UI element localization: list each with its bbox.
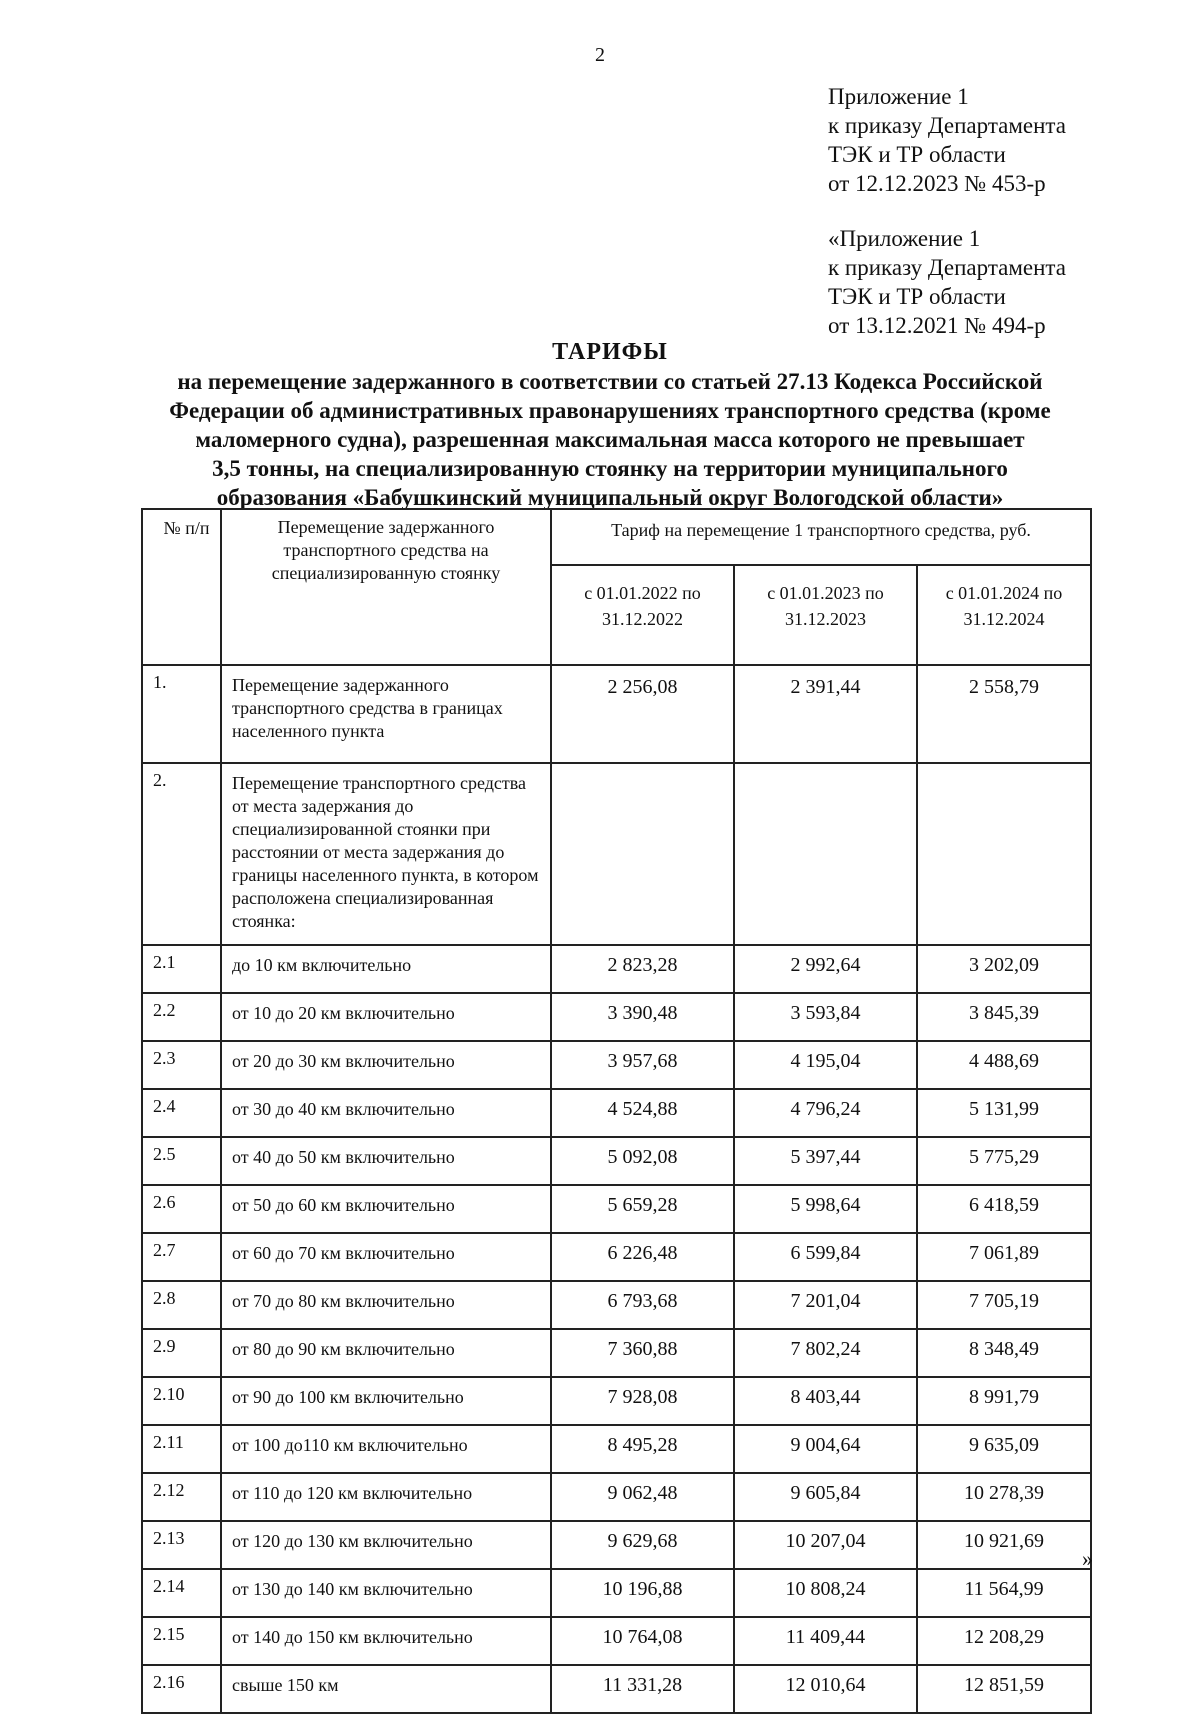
table-row [142, 1185, 1091, 1233]
row-tariff-2024: 7 061,89 [917, 1233, 1091, 1281]
table-row [142, 1329, 1091, 1377]
table-row [142, 1089, 1091, 1137]
row-tariff-2023: 9 605,84 [734, 1473, 917, 1521]
annex-current-reference [828, 82, 1168, 198]
table-row [142, 665, 1091, 763]
title-main: ТАРИФЫ [552, 339, 668, 365]
row-description: свыше 150 км [221, 1665, 551, 1713]
row-num: 2.13 [142, 1521, 221, 1569]
header-period-2024: с 01.01.2024 по 31.12.2024 [917, 565, 1091, 665]
row-tariff-2022: 9 062,48 [551, 1473, 734, 1521]
row-num: 2.4 [142, 1089, 221, 1137]
row-tariff-2023: 2 391,44 [734, 665, 917, 763]
row-tariff-2023 [734, 763, 917, 945]
row-tariff-2023: 11 409,44 [734, 1617, 917, 1665]
row-tariff-2022: 10 196,88 [551, 1569, 734, 1617]
table-body [142, 665, 1091, 1713]
row-tariff-2024: 8 991,79 [917, 1377, 1091, 1425]
row-description: Перемещение транспортного средства от места задержания до специализированной стоянки при расстоянии от места задержания до границы населенного пункта, в котором расположена специализированная стоянка: [221, 763, 551, 945]
annex-line: «Приложение 1 [828, 226, 981, 251]
row-tariff-2022: 9 629,68 [551, 1521, 734, 1569]
table-row [142, 1137, 1091, 1185]
row-tariff-2024: 3 845,39 [917, 993, 1091, 1041]
row-tariff-2023: 2 992,64 [734, 945, 917, 993]
row-tariff-2022: 3 957,68 [551, 1041, 734, 1089]
title-line: 3,5 тонны, на специализированную стоянку на территории муниципального [212, 456, 1008, 481]
row-tariff-2024: 8 348,49 [917, 1329, 1091, 1377]
row-tariff-2022: 7 360,88 [551, 1329, 734, 1377]
row-tariff-2023: 4 195,04 [734, 1041, 917, 1089]
table-row [142, 945, 1091, 993]
row-tariff-2022: 5 659,28 [551, 1185, 734, 1233]
row-tariff-2024: 10 278,39 [917, 1473, 1091, 1521]
row-num: 2.3 [142, 1041, 221, 1089]
row-description: от 60 до 70 км включительно [221, 1233, 551, 1281]
title-line: на перемещение задержанного в соответствии со статьей 27.13 Кодекса Российской [177, 369, 1043, 394]
row-tariff-2024: 7 705,19 [917, 1281, 1091, 1329]
row-tariff-2024: 5 775,29 [917, 1137, 1091, 1185]
row-num: 2.9 [142, 1329, 221, 1377]
row-description: от 10 до 20 км включительно [221, 993, 551, 1041]
table-row [142, 763, 1091, 945]
row-tariff-2024: 6 418,59 [917, 1185, 1091, 1233]
annex-line: Приложение 1 [828, 84, 969, 109]
table-row [142, 1425, 1091, 1473]
closing-quote: » [1082, 1546, 1093, 1571]
table-row [142, 1473, 1091, 1521]
header-tariff-group: Тариф на перемещение 1 транспортного средства, руб. [551, 509, 1091, 565]
row-tariff-2023: 10 207,04 [734, 1521, 917, 1569]
row-tariff-2022: 4 524,88 [551, 1089, 734, 1137]
row-num: 1. [142, 665, 221, 763]
row-tariff-2022: 10 764,08 [551, 1617, 734, 1665]
annex-line: ТЭК и ТР области [828, 142, 1006, 167]
page-number: 2 [595, 44, 605, 66]
row-tariff-2023: 4 796,24 [734, 1089, 917, 1137]
row-num: 2.10 [142, 1377, 221, 1425]
row-tariff-2023: 10 808,24 [734, 1569, 917, 1617]
row-description: от 140 до 150 км включительно [221, 1617, 551, 1665]
table-row [142, 1521, 1091, 1569]
annex-line: от 13.12.2021 № 494-р [828, 313, 1046, 338]
row-tariff-2023: 8 403,44 [734, 1377, 917, 1425]
annex-previous-reference [828, 224, 1168, 340]
row-num: 2.14 [142, 1569, 221, 1617]
row-tariff-2024: 11 564,99 [917, 1569, 1091, 1617]
row-tariff-2022: 6 226,48 [551, 1233, 734, 1281]
row-tariff-2024: 9 635,09 [917, 1425, 1091, 1473]
row-tariff-2022: 2 823,28 [551, 945, 734, 993]
table-row [142, 993, 1091, 1041]
row-tariff-2024: 10 921,69 [917, 1521, 1091, 1569]
row-tariff-2023: 9 004,64 [734, 1425, 917, 1473]
row-tariff-2023: 6 599,84 [734, 1233, 917, 1281]
row-description: от 100 до110 км включительно [221, 1425, 551, 1473]
row-tariff-2024: 5 131,99 [917, 1089, 1091, 1137]
table-row [142, 1281, 1091, 1329]
row-description: от 70 до 80 км включительно [221, 1281, 551, 1329]
table-row [142, 1377, 1091, 1425]
row-description: Перемещение задержанного транспортного средства в границах населенного пункта [221, 665, 551, 763]
row-tariff-2023: 7 201,04 [734, 1281, 917, 1329]
table-row [142, 1617, 1091, 1665]
row-num: 2. [142, 763, 221, 945]
tariff-table [141, 508, 1092, 1714]
annex-line: ТЭК и ТР области [828, 284, 1006, 309]
title-line: образования «Бабушкинский муниципальный округ Вологодской области» [216, 485, 1004, 510]
row-tariff-2022 [551, 763, 734, 945]
row-tariff-2022: 3 390,48 [551, 993, 734, 1041]
table-row [142, 1569, 1091, 1617]
row-description: от 130 до 140 км включительно [221, 1569, 551, 1617]
annex-line: к приказу Департамента [828, 255, 1066, 280]
row-tariff-2023: 5 397,44 [734, 1137, 917, 1185]
annex-line: от 12.12.2023 № 453-р [828, 171, 1046, 196]
row-description: от 80 до 90 км включительно [221, 1329, 551, 1377]
row-tariff-2023: 7 802,24 [734, 1329, 917, 1377]
row-tariff-2024: 12 851,59 [917, 1665, 1091, 1713]
row-tariff-2022: 7 928,08 [551, 1377, 734, 1425]
row-description: от 90 до 100 км включительно [221, 1377, 551, 1425]
row-tariff-2022: 6 793,68 [551, 1281, 734, 1329]
row-num: 2.7 [142, 1233, 221, 1281]
row-num: 2.8 [142, 1281, 221, 1329]
row-tariff-2024: 3 202,09 [917, 945, 1091, 993]
header-period-2022: с 01.01.2022 по 31.12.2022 [551, 565, 734, 665]
row-tariff-2022: 8 495,28 [551, 1425, 734, 1473]
header-description: Перемещение задержанного транспортного средства на специализированную стоянку [221, 509, 551, 665]
row-tariff-2023: 5 998,64 [734, 1185, 917, 1233]
row-num: 2.1 [142, 945, 221, 993]
row-num: 2.12 [142, 1473, 221, 1521]
row-description: от 30 до 40 км включительно [221, 1089, 551, 1137]
row-tariff-2024: 4 488,69 [917, 1041, 1091, 1089]
header-period-2023: с 01.01.2023 по 31.12.2023 [734, 565, 917, 665]
title-line: маломерного судна), разрешенная максимальная масса которого не превышает [195, 427, 1025, 452]
row-tariff-2024 [917, 763, 1091, 945]
row-description: до 10 км включительно [221, 945, 551, 993]
row-num: 2.6 [142, 1185, 221, 1233]
row-num: 2.15 [142, 1617, 221, 1665]
row-description: от 50 до 60 км включительно [221, 1185, 551, 1233]
row-description: от 40 до 50 км включительно [221, 1137, 551, 1185]
title-line: Федерации об административных правонарушениях транспортного средства (кроме [169, 398, 1051, 423]
table-row [142, 1665, 1091, 1713]
row-num: 2.16 [142, 1665, 221, 1713]
row-description: от 20 до 30 км включительно [221, 1041, 551, 1089]
row-description: от 110 до 120 км включительно [221, 1473, 551, 1521]
row-num: 2.5 [142, 1137, 221, 1185]
row-description: от 120 до 130 км включительно [221, 1521, 551, 1569]
row-num: 2.11 [142, 1425, 221, 1473]
row-num: 2.2 [142, 993, 221, 1041]
row-tariff-2024: 2 558,79 [917, 665, 1091, 763]
row-tariff-2022: 5 092,08 [551, 1137, 734, 1185]
row-tariff-2022: 11 331,28 [551, 1665, 734, 1713]
row-tariff-2022: 2 256,08 [551, 665, 734, 763]
annex-line: к приказу Департамента [828, 113, 1066, 138]
header-num: № п/п [142, 509, 221, 665]
table-row [142, 1233, 1091, 1281]
row-tariff-2023: 3 593,84 [734, 993, 917, 1041]
table-row [142, 1041, 1091, 1089]
table-header-row [142, 509, 1091, 565]
row-tariff-2024: 12 208,29 [917, 1617, 1091, 1665]
row-tariff-2023: 12 010,64 [734, 1665, 917, 1713]
document-title [140, 338, 1080, 512]
